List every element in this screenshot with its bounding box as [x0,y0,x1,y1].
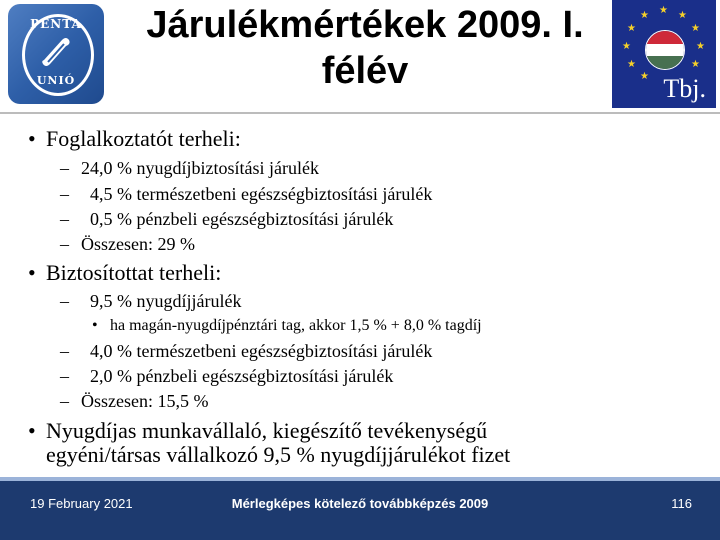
dash-icon: – [60,184,69,204]
star-icon: ★ [678,10,687,21]
footer [0,477,720,540]
star-icon: ★ [691,23,700,34]
logo-text-top: PENTA [30,17,82,31]
star-icon: ★ [691,59,700,70]
star-icon: ★ [640,71,649,82]
list-item: 4,0 % természetbeni egészségbiztosítási járulék [90,341,433,361]
list-item: Összesen: 29 % [81,234,195,254]
penta-unio-logo [8,4,104,104]
list-item: 0,5 % pénzbeli egészségbiztosítási járulék [90,209,394,229]
sub-list-item: ha magán-nyugdíjpénztári tag, akkor 1,5 % + 8,0 % tagdíj [110,317,482,334]
star-icon: ★ [659,5,668,16]
bullet-icon: • [28,126,36,151]
hungarian-flag-icon [645,30,685,70]
list-item: 4,5 % természetbeni egészségbiztosítási járulék [90,184,433,204]
star-icon: ★ [627,23,636,34]
page-number: 116 [671,496,692,511]
bullet-icon: • [28,260,36,285]
dash-icon: – [60,341,69,361]
bullet-icon: • [92,317,98,334]
bullet-icon: • [28,418,36,443]
header [0,0,720,112]
section-heading: Foglalkoztatót terheli: [46,126,241,151]
star-icon: ★ [640,10,649,21]
star-icon: ★ [627,59,636,70]
footer-title: Mérlegképes kötelező továbbképzés 2009 [231,496,489,511]
star-icon: ★ [696,41,705,52]
scroll-icon [36,32,76,72]
section-heading: Biztosítottat terheli: [46,260,222,285]
emblem-label: Tbj. [663,74,706,103]
dash-icon: – [60,234,69,254]
dash-icon: – [60,366,69,386]
list-item: 2,0 % pénzbeli egészségbiztosítási járulék [90,366,394,386]
title-line-2: félév [321,50,409,92]
dash-icon: – [60,391,69,411]
slide-title [120,2,610,94]
header-divider [0,112,720,114]
dash-icon: – [60,291,69,311]
list-item: 24,0 % nyugdíjbiztosítási járulék [81,158,319,178]
star-icon: ★ [622,41,631,52]
tbj-emblem [612,0,716,108]
list-item: 9,5 % nyugdíjjárulék [90,291,242,311]
footer-accent-bar [0,477,720,481]
dash-icon: – [60,158,69,178]
title-line-1: Járulékmértékek 2009. I. [146,4,584,46]
paragraph-line: Nyugdíjas munkavállaló, kiegészítő tevékenységű [46,418,488,443]
footer-date: 19 February 2021 [30,496,133,511]
logo-text-bottom: UNIÓ [36,74,76,87]
dash-icon: – [60,209,69,229]
paragraph-line: egyéni/társas vállalkozó 9,5 % nyugdíjjárulékot fizet [46,442,511,467]
list-item: Összesen: 15,5 % [81,391,209,411]
